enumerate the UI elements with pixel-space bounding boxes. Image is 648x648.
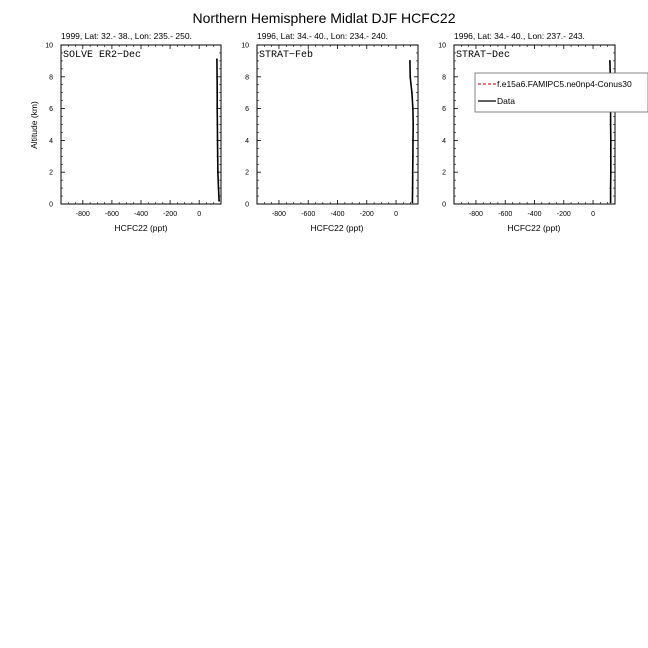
x-tick-label: -600 [104,211,119,218]
y-tick-label: 10 [45,42,53,50]
data-point [412,108,414,110]
x-tick-label: -800 [468,211,483,218]
x-tick-label: -200 [359,211,374,218]
x-tick-label: -200 [556,211,571,218]
y-tick-label: 10 [438,42,446,50]
panel-strat-feb [241,31,418,233]
data-point [610,171,612,173]
plot-frame [61,45,221,204]
plot-frame [454,45,615,204]
data-point [412,155,414,157]
x-tick-label: -600 [301,211,316,218]
data-point [609,60,611,62]
data-point [217,155,219,157]
panel-subtitle: 1996, Lat: 34.- 40., Lon: 234.- 240. [257,31,388,41]
x-tick-label: 0 [197,211,202,218]
legend-label-data: Data [497,96,515,106]
axis-ticks [438,43,615,219]
y-tick-label: 8 [49,74,53,82]
data-point [411,92,413,94]
x-tick-label: -400 [133,211,149,218]
x-tick-label: -400 [330,211,345,218]
series-line-data [410,61,413,203]
campaign-label: STRAT−Dec [456,50,511,61]
data-point [412,187,414,189]
x-tick-label: -400 [527,211,542,218]
figure-title: Northern Hemisphere Midlat DJF HCFC22 [192,10,456,26]
data-point [217,140,219,142]
y-tick-label: 0 [49,201,53,209]
y-tick-label: 8 [245,74,249,82]
panel-subtitle: 1996, Lat: 34.- 40., Lon: 237.- 243. [454,31,585,41]
x-tick-label: 0 [394,211,398,218]
campaign-label: SOLVE ER2−Dec [63,50,142,61]
data-point [610,124,612,126]
x-tick-label: -600 [498,211,513,218]
data-point [409,60,411,62]
legend [475,73,648,112]
data-point [412,124,414,126]
data-point [218,187,220,189]
y-tick-label: 10 [241,42,249,50]
x-axis-label: HCFC22 (ppt) [507,223,561,233]
panel-strat-dec [438,31,648,233]
y-tick-label: 6 [49,106,53,114]
data-point [610,140,612,142]
legend-label-model: f.e15a6.FAMIPC5.ne0np4-Conus30 [497,79,632,89]
y-tick-label: 2 [245,169,249,177]
plot-frame [257,45,418,204]
y-tick-label: 0 [245,201,249,209]
x-tick-label: -200 [163,211,178,218]
data-point [217,171,219,173]
data-point [409,76,411,78]
data-point [412,202,414,204]
data-point [610,155,612,157]
y-tick-label: 6 [245,106,249,114]
x-tick-label: 0 [591,211,595,218]
y-tick-label: 2 [442,169,446,177]
panel-solve-er2-dec [29,31,221,233]
x-tick-label: -800 [75,211,90,218]
campaign-label: STRAT−Feb [259,50,314,61]
data-point [216,124,218,126]
axis-ticks [45,43,221,219]
data-point [216,58,218,60]
x-tick-label: -800 [271,211,286,218]
data-point [610,202,612,204]
y-tick-label: 4 [442,137,446,145]
y-axis-label: Altitude (km) [29,101,39,149]
data-point [412,171,414,173]
y-tick-label: 0 [442,201,446,209]
axis-ticks [241,43,418,219]
data-point [412,140,414,142]
y-tick-label: 4 [49,137,53,145]
series-group [409,60,414,203]
data-point [216,108,218,110]
x-axis-label: HCFC22 (ppt) [114,223,168,233]
y-tick-label: 4 [245,137,249,145]
x-axis-label: HCFC22 (ppt) [310,223,364,233]
y-tick-label: 8 [442,74,446,82]
series-line-data [217,59,219,201]
data-point [216,92,218,94]
data-point [610,187,612,189]
panel-subtitle: 1999, Lat: 32.- 38., Lon: 235.- 250. [61,31,192,41]
y-tick-label: 6 [442,106,446,114]
data-point [218,200,220,202]
data-point [216,76,218,78]
y-tick-label: 2 [49,169,53,177]
